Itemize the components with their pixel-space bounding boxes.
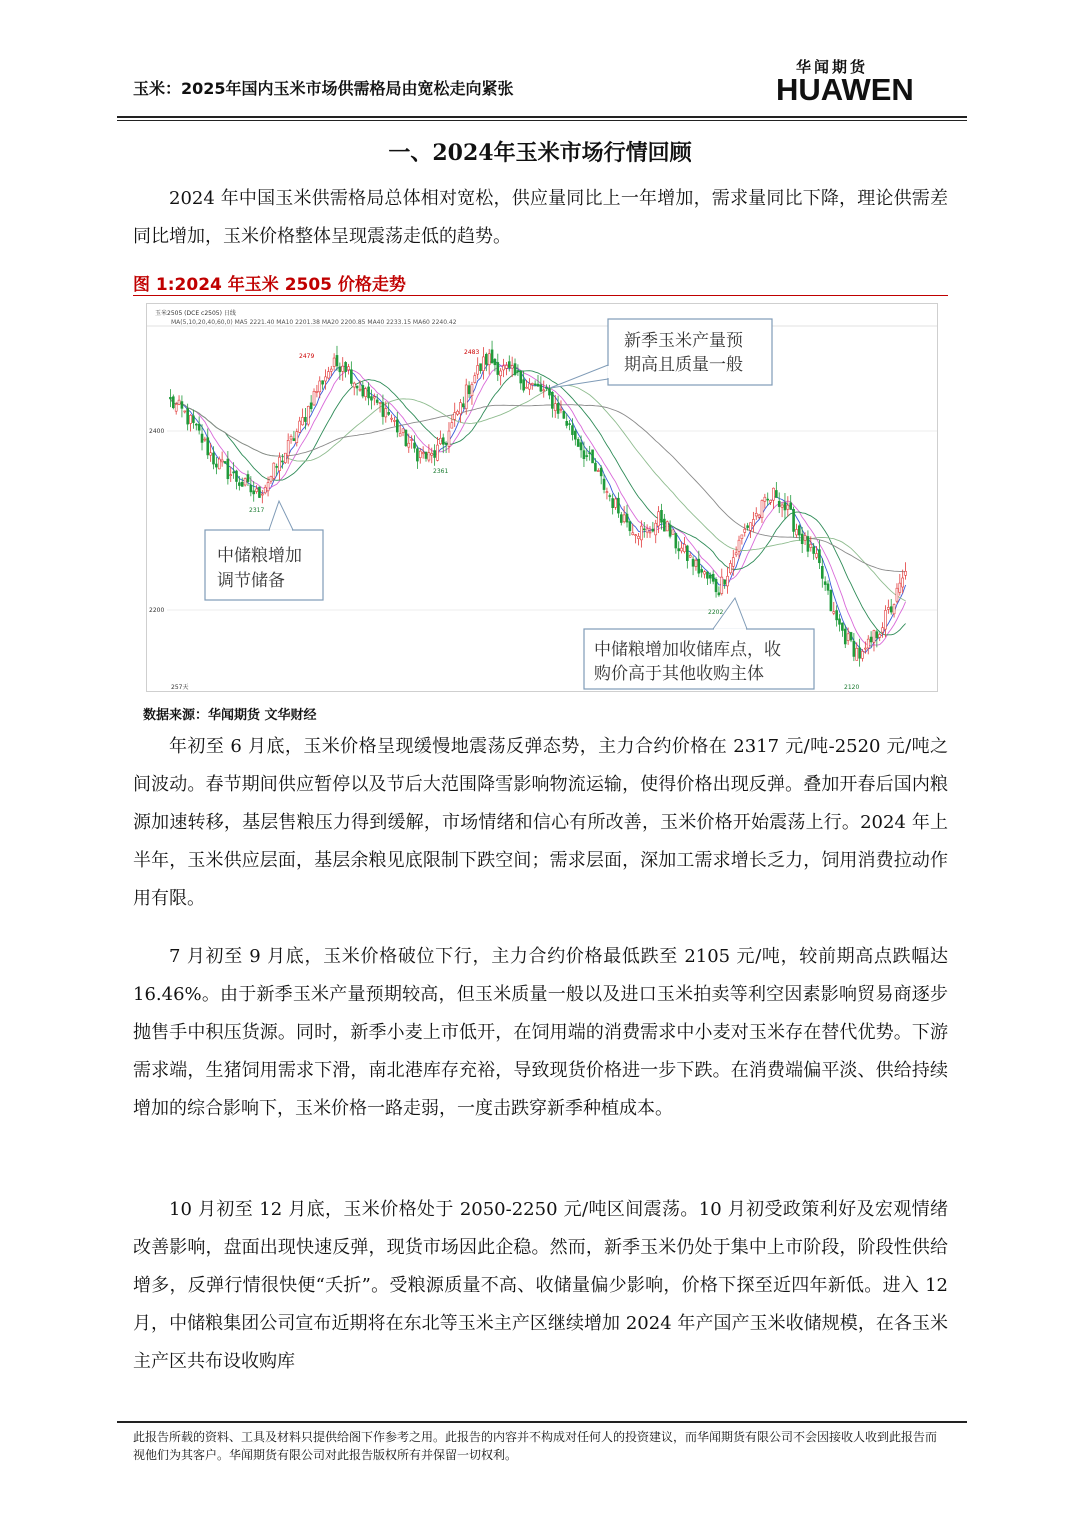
candle	[557, 396, 559, 419]
logo-english-text: HUAWEN	[776, 72, 914, 107]
candle	[511, 357, 513, 377]
report-header-title: 玉米：2025年国内玉米市场供需格局由宽松走向紧张	[133, 79, 514, 98]
candle	[772, 487, 774, 508]
candle	[477, 357, 479, 379]
candle	[807, 530, 809, 557]
candle	[606, 488, 608, 500]
candle	[362, 382, 364, 399]
candle	[442, 434, 444, 453]
candle	[480, 364, 482, 374]
candle	[655, 520, 657, 543]
candle	[531, 383, 533, 390]
candle	[841, 622, 843, 636]
ma-legend: MA(5,10,20,40,60,0) MA5 2221.40 MA10 2201.38 MA20 2200.85 MA40 2233.15 MA60 2240.42	[171, 319, 457, 326]
candle	[436, 437, 438, 461]
candle	[896, 583, 898, 603]
intro-paragraph: 2024 年中国玉米供需格局总体相对宽松，供应量同比上一年增加，需求量同比下降，理论供需差同比增加，玉米价格整体呈现震荡走低的趋势。	[133, 188, 948, 247]
candle	[482, 347, 484, 379]
candle	[393, 417, 395, 426]
candle	[304, 408, 306, 430]
body-paragraph-2: 7 月初至 9 月底，玉米价格破位下行，主力合约价格最低跌至 2105 元/吨，较前期高点跌幅达 16.46%。由于新季玉米产量预期较高，但玉米质量一般以及进口玉米拍卖等利空因素影响贸易商逐步抛售手中积压货源。同时，新季小麦上市低开，在饲用端的消费需求中小麦对玉米存在替代优势。下游需求端，生猪饲用需求下滑，南北港库存充裕，导致现货价格进一步下跌。在消费端偏平淡、供给持续增加的综合影响下，玉米价格一路走弱，一度击跌穿新季种植成本。	[133, 946, 948, 1119]
candle	[307, 406, 309, 427]
candle	[617, 492, 619, 518]
candle	[422, 446, 424, 458]
candle	[204, 437, 206, 442]
candle	[701, 566, 703, 578]
candle	[577, 437, 579, 447]
candle	[264, 485, 266, 495]
candle	[488, 349, 490, 375]
candle	[620, 512, 622, 526]
callout-reserve-2	[584, 598, 814, 689]
y-tick-label: 2400	[149, 428, 165, 435]
candle	[342, 357, 344, 381]
candle	[635, 534, 637, 543]
huawen-logo	[776, 56, 951, 112]
candle	[752, 512, 754, 532]
candle	[732, 550, 734, 576]
candle	[793, 507, 795, 538]
candle	[543, 381, 545, 398]
candle	[465, 379, 467, 415]
candle	[414, 435, 416, 452]
footer-disclaimer: 此报告所载的资料、工具及材料只提供给阁下作参考之用。此报告的内容并不构成对任何人的投资建议，而华闻期货有限公司不会因接收人收到此报告而视他们为其客户。华闻期货有限公司对此报告版权所有并保留一切权利。	[133, 1430, 938, 1462]
candle	[824, 576, 826, 591]
candle	[672, 530, 674, 535]
candle	[859, 639, 861, 667]
candle	[749, 522, 751, 538]
days-count-label: 257天	[171, 684, 189, 691]
candle	[589, 446, 591, 461]
candle	[692, 556, 694, 575]
low-label: 2202	[708, 609, 724, 616]
candle	[471, 382, 473, 405]
candle	[169, 389, 171, 407]
candle	[419, 448, 421, 464]
candle	[468, 381, 470, 398]
figure-source: 数据来源：华闻期货 文华财经	[143, 708, 317, 723]
candle	[781, 503, 783, 518]
price-chart-svg	[147, 304, 937, 691]
candle	[609, 493, 611, 501]
candle	[844, 625, 846, 648]
candle	[190, 414, 192, 431]
candle	[425, 452, 427, 462]
candle	[192, 409, 194, 428]
candle	[241, 478, 243, 487]
candle	[365, 387, 367, 401]
candle	[597, 468, 599, 472]
candle	[313, 388, 315, 406]
candle	[761, 499, 763, 523]
low-label: 2317	[249, 507, 265, 514]
candle	[893, 603, 895, 617]
candle	[503, 359, 505, 377]
candle	[724, 579, 726, 588]
candle	[784, 493, 786, 519]
candle	[721, 569, 723, 596]
candle	[603, 474, 605, 493]
candle	[299, 417, 301, 433]
figure-title: 图 1:2024 年玉米 2505 价格走势	[133, 275, 406, 295]
candle	[333, 353, 335, 370]
price-chart	[146, 303, 938, 692]
candle	[839, 614, 841, 631]
candle	[287, 433, 289, 463]
candle	[316, 385, 318, 397]
candle	[787, 496, 789, 516]
callout-reserve-1-line2: 调节储备	[217, 571, 285, 591]
candle	[428, 444, 430, 462]
figure-title-rule	[133, 295, 948, 296]
candle	[729, 560, 731, 575]
callout-reserve-1-line1: 中储粮增加	[217, 546, 302, 566]
candle	[457, 410, 459, 416]
candle	[695, 558, 697, 570]
candle	[198, 416, 200, 434]
candle	[391, 414, 393, 422]
candle	[181, 395, 183, 417]
candle	[666, 521, 668, 531]
candle	[649, 526, 651, 538]
low-label: 2120	[844, 684, 860, 691]
candle	[704, 570, 706, 578]
candle	[718, 586, 720, 596]
candle	[396, 412, 398, 437]
candle	[833, 602, 835, 615]
candle	[178, 395, 180, 405]
callout-new-season-line2: 期高且质量一般	[624, 355, 743, 375]
candle	[454, 403, 456, 427]
candle	[405, 429, 407, 447]
candle	[273, 462, 275, 480]
body-paragraph-1: 年初至 6 月底，玉米价格呈现缓慢地震荡反弹态势，主力合约价格在 2317 元/吨-2520 元/吨之间波动。春节期间供应暂停以及节后大范围降雪影响物流运输，使得价格出现反弹。叠加开春后国内粮源加速转移，基层售粮压力得到缓解，市场情绪和信心有所改善，玉米价格开始震荡上行。2024 年上半年，玉米供应层面，基层余粮见底限制下跌空间；需求层面，深加工需求增长乏力，饲用消费拉动作用有限。	[133, 736, 948, 909]
candle	[867, 635, 869, 654]
candle	[261, 490, 263, 503]
candle	[795, 524, 797, 538]
candle	[293, 431, 295, 441]
candle	[764, 494, 766, 509]
candle	[207, 428, 209, 458]
candle	[368, 382, 370, 405]
candle	[830, 589, 832, 611]
candle	[258, 487, 260, 498]
candle	[902, 570, 904, 594]
candle	[195, 423, 197, 430]
callout-reserve-1	[205, 501, 323, 600]
candle	[850, 632, 852, 642]
candle	[382, 395, 384, 425]
candle	[235, 470, 237, 490]
candle	[770, 500, 772, 505]
candle	[345, 361, 347, 377]
candle	[514, 358, 516, 376]
candle	[184, 411, 186, 414]
candle	[370, 390, 372, 410]
candle	[347, 364, 349, 375]
candle	[735, 546, 737, 557]
candle	[505, 362, 507, 375]
candle	[646, 524, 648, 538]
high-label: 2479	[299, 353, 315, 360]
candle	[686, 545, 688, 569]
candle	[623, 506, 625, 523]
candle	[879, 632, 881, 641]
candle	[715, 577, 717, 597]
candle	[600, 465, 602, 484]
candle	[451, 415, 453, 428]
candle	[172, 395, 174, 410]
candle	[551, 391, 553, 417]
candle	[706, 571, 708, 584]
candle	[643, 522, 645, 538]
high-label: 2483	[464, 349, 480, 356]
candle	[548, 385, 550, 399]
candle	[528, 378, 530, 395]
candle	[322, 380, 324, 389]
candle	[526, 380, 528, 389]
candle	[594, 458, 596, 471]
candle	[816, 546, 818, 559]
header-divider-thin	[117, 120, 967, 121]
candle	[439, 430, 441, 445]
candle	[500, 368, 502, 385]
candle	[629, 521, 631, 536]
candle	[523, 371, 525, 393]
candle	[336, 346, 338, 371]
chart-header-label: 玉米2505 (DCE c2505) 日线	[155, 310, 236, 317]
candle	[416, 446, 418, 469]
candle	[244, 477, 246, 486]
candle	[887, 600, 889, 614]
candle	[520, 370, 522, 390]
candle	[827, 580, 829, 595]
candle	[683, 537, 685, 553]
candle	[712, 570, 714, 584]
candle	[727, 567, 729, 594]
callout-new-season	[550, 319, 772, 388]
candle	[741, 535, 743, 545]
candle	[230, 467, 232, 482]
candle	[652, 522, 654, 533]
candle	[678, 541, 680, 559]
candle	[592, 450, 594, 463]
candle	[462, 397, 464, 409]
candle	[905, 562, 907, 579]
logo-chinese-text: 华闻期货	[796, 58, 869, 76]
candle	[836, 605, 838, 626]
body-paragraph-3: 10 月初至 12 月底，玉米价格处于 2050-2250 元/吨区间震荡。10 月初受政策利好及宏观情绪改善影响，盘面出现快速反弹，现货市场因此企稳。然而，新季玉米仍处于集中上市阶段，阶段性供给增多，反弹行情很快便“夭折”。受粮源质量不高、收储量偏少影响，价格下探至近四年新低。进入 12 月，中储粮集团公司宣布近期将在东北等玉米主产区继续增加 2024 年产国产玉米收储规模，在各玉米主产区共布设收购库	[133, 1199, 948, 1372]
footer-divider	[117, 1421, 967, 1423]
candle	[569, 420, 571, 430]
candle	[821, 558, 823, 587]
candle	[474, 372, 476, 383]
candle	[327, 367, 329, 380]
candle	[890, 599, 892, 615]
candle	[353, 382, 355, 396]
low-label: 2361	[433, 468, 449, 475]
candle	[675, 533, 677, 554]
candle	[310, 395, 312, 412]
candle	[899, 574, 901, 596]
candle	[376, 394, 378, 405]
candle	[574, 429, 576, 446]
callout-reserve-2-line1: 中储粮增加收储库点，收	[594, 640, 781, 660]
candle	[853, 633, 855, 661]
candle	[767, 493, 769, 506]
candle	[755, 507, 757, 520]
y-tick-label: 2200	[149, 607, 165, 614]
header-divider	[117, 116, 967, 118]
candle	[491, 341, 493, 363]
candle	[563, 410, 565, 419]
candle	[215, 457, 217, 474]
candle	[434, 444, 436, 466]
candle	[873, 630, 875, 652]
candle	[402, 429, 404, 437]
candle	[330, 366, 332, 376]
candle	[660, 504, 662, 530]
candle	[612, 494, 614, 515]
candle	[356, 386, 358, 396]
candle	[870, 631, 872, 647]
candle	[270, 476, 272, 484]
candle	[497, 354, 499, 381]
candle	[626, 505, 628, 528]
candle	[778, 492, 780, 513]
candle	[302, 409, 304, 426]
callout-new-season-line1: 新季玉米产量预	[624, 331, 743, 351]
candle	[284, 453, 286, 464]
candle	[583, 442, 585, 467]
candle	[615, 497, 617, 510]
candle	[290, 434, 292, 444]
candle	[775, 482, 777, 498]
candle	[221, 452, 223, 467]
candle	[669, 520, 671, 538]
candle	[689, 553, 691, 558]
candle	[638, 533, 640, 545]
candle	[663, 514, 665, 532]
candle	[253, 481, 255, 502]
candle	[580, 436, 582, 458]
candle	[350, 361, 352, 386]
section-title: 一、2024年玉米市场行情回顾	[388, 140, 692, 166]
callout-reserve-2-line2: 购价高于其他收购主体	[594, 664, 764, 684]
candle	[744, 524, 746, 537]
